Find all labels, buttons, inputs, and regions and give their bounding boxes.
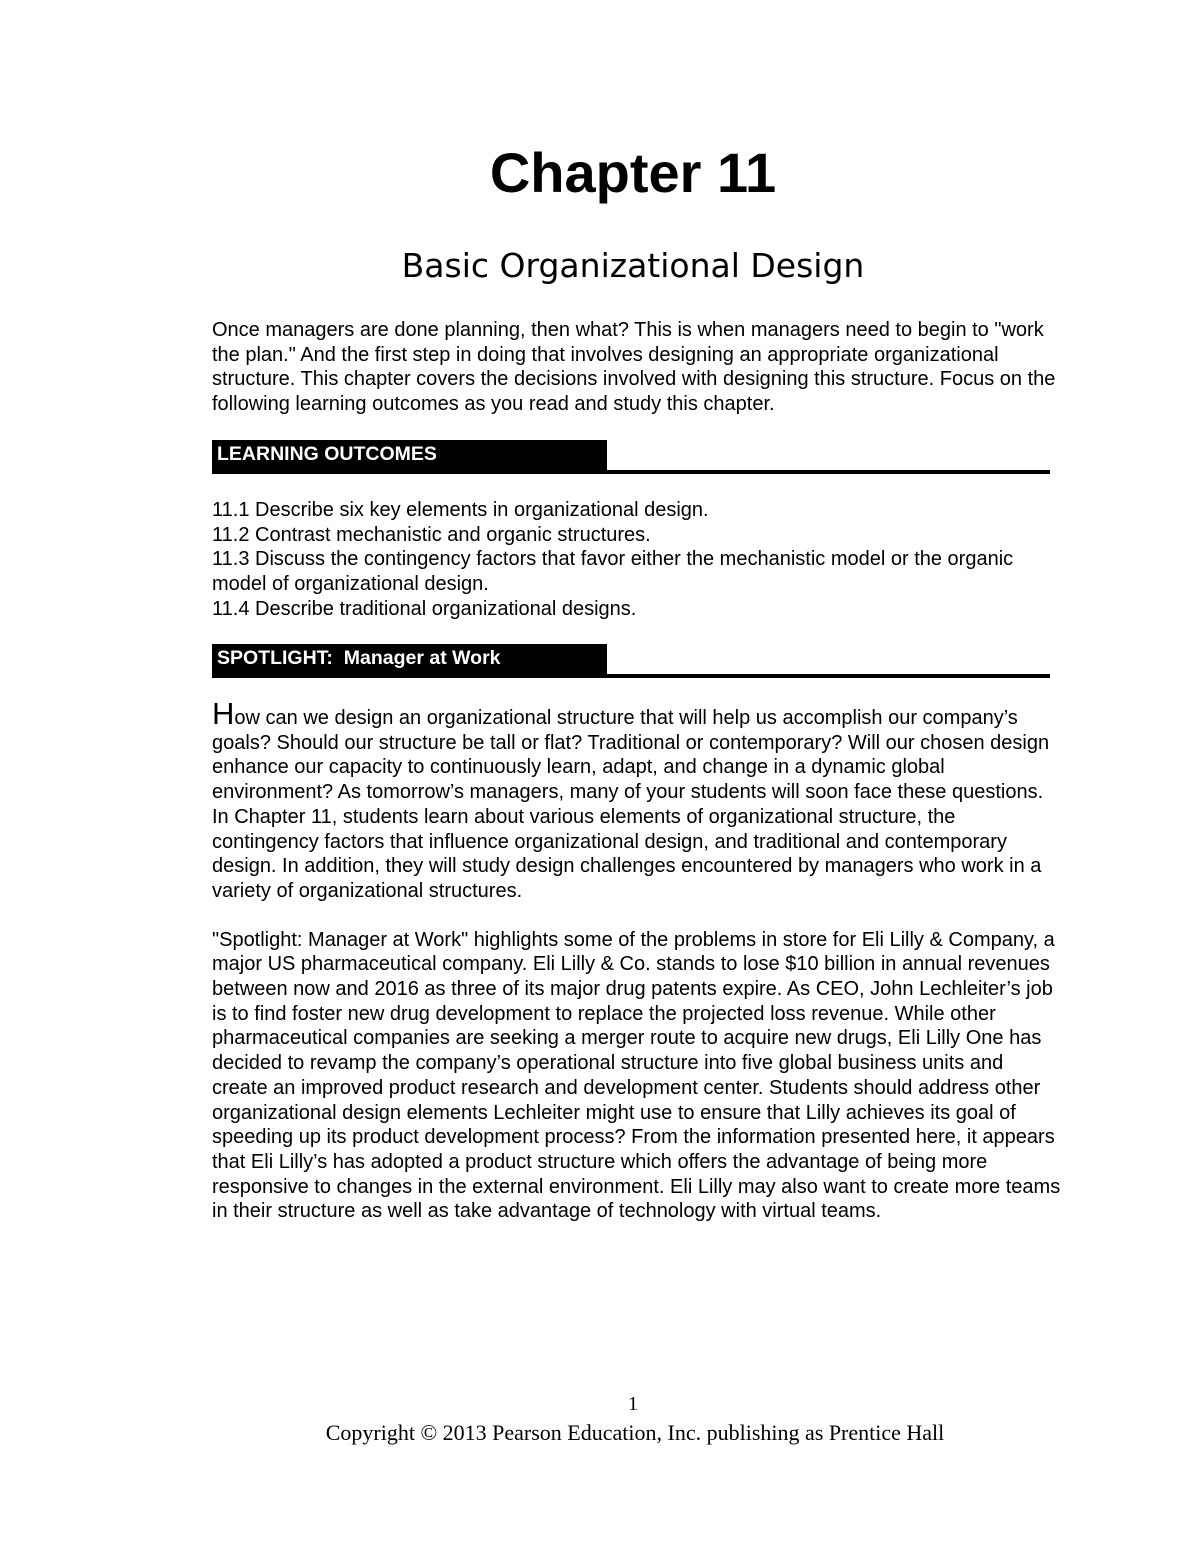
section-rule [212, 470, 1050, 474]
learning-outcomes-list [212, 498, 1062, 622]
learning-outcome-item: 11.2 Contrast mechanistic and organic structures. [212, 523, 651, 546]
learning-outcome-item: 11.4 Describe traditional organizational designs. [212, 597, 637, 620]
page-number: 1 [628, 1393, 638, 1415]
spotlight-header [212, 644, 1050, 678]
learning-outcomes-heading: LEARNING OUTCOMES [212, 440, 607, 471]
copyright-notice: Copyright © 2013 Pearson Education, Inc. publishing as Prentice Hall [325, 1420, 945, 1445]
drop-cap: H [212, 696, 235, 731]
intro-section [212, 318, 1062, 417]
learning-outcomes-header [212, 440, 1050, 474]
chapter-title: Chapter 11 [489, 141, 777, 204]
intro-paragraph: Once managers are done planning, then what? This is when managers need to begin to "work the plan." And the first step in doing that involves designing an appropriate organizational structure. This chapter covers the decisions involved with designing this structure. Focus on the following learning outcomes as you read and study this chapter. [212, 319, 1056, 416]
learning-outcome-item: 11.3 Discuss the contingency factors that favor either the mechanistic model or the organic model of organizational design. [212, 548, 1014, 596]
learning-outcome-item: 11.1 Describe six key elements in organizational design. [212, 499, 709, 521]
spotlight-paragraph-1 [212, 696, 1062, 904]
spotlight-paragraph-1-text: ow can we design an organizational structure that will help us accomplish our company’s goals? Should our structure be tall or flat? Traditional or contemporary? Will our chosen design enhance our capacity to continuously learn, adapt, and change in a dynamic global environment? As tomorrow’s managers, many of your students will soon face these questions. In Chapter 11, students learn about various elements of organizational structure, the contingency factors that influence organizational design, and traditional and contemporary design. In addition, they will study design challenges encountered by managers who work in a variety of organizational structures. [212, 707, 1050, 902]
section-rule [212, 674, 1050, 678]
spotlight-section [212, 696, 1062, 1248]
spotlight-paragraph-2: "Spotlight: Manager at Work" highlights some of the problems in store for Eli Lilly & Company, a major US pharmaceutical company. Eli Lilly & Co. stands to lose $10 billion in annual revenues between now and 2016 as three of its major drug patents expire. As CEO, John Lechleiter’s job is to find foster new drug development to replace the projected loss revenue. While other pharmaceutical companies are seeking a merger route to acquire new drugs, Eli Lilly One has decided to revamp the company’s operational structure into five global business units and create an improved product research and development center. Students should address other organizational design elements Lechleiter might use to ensure that Lilly achieves its goal of speeding up its product development process? From the information presented here, it appears that Eli Lilly’s has adopted a product structure which offers the advantage of being more responsive to changes in the external environment. Eli Lilly may also want to create more teams in their structure as well as take advantage of technology with virtual teams. [212, 928, 1061, 1223]
spotlight-heading: SPOTLIGHT: Manager at Work [212, 644, 607, 675]
chapter-subtitle: Basic Organizational Design [401, 246, 865, 285]
